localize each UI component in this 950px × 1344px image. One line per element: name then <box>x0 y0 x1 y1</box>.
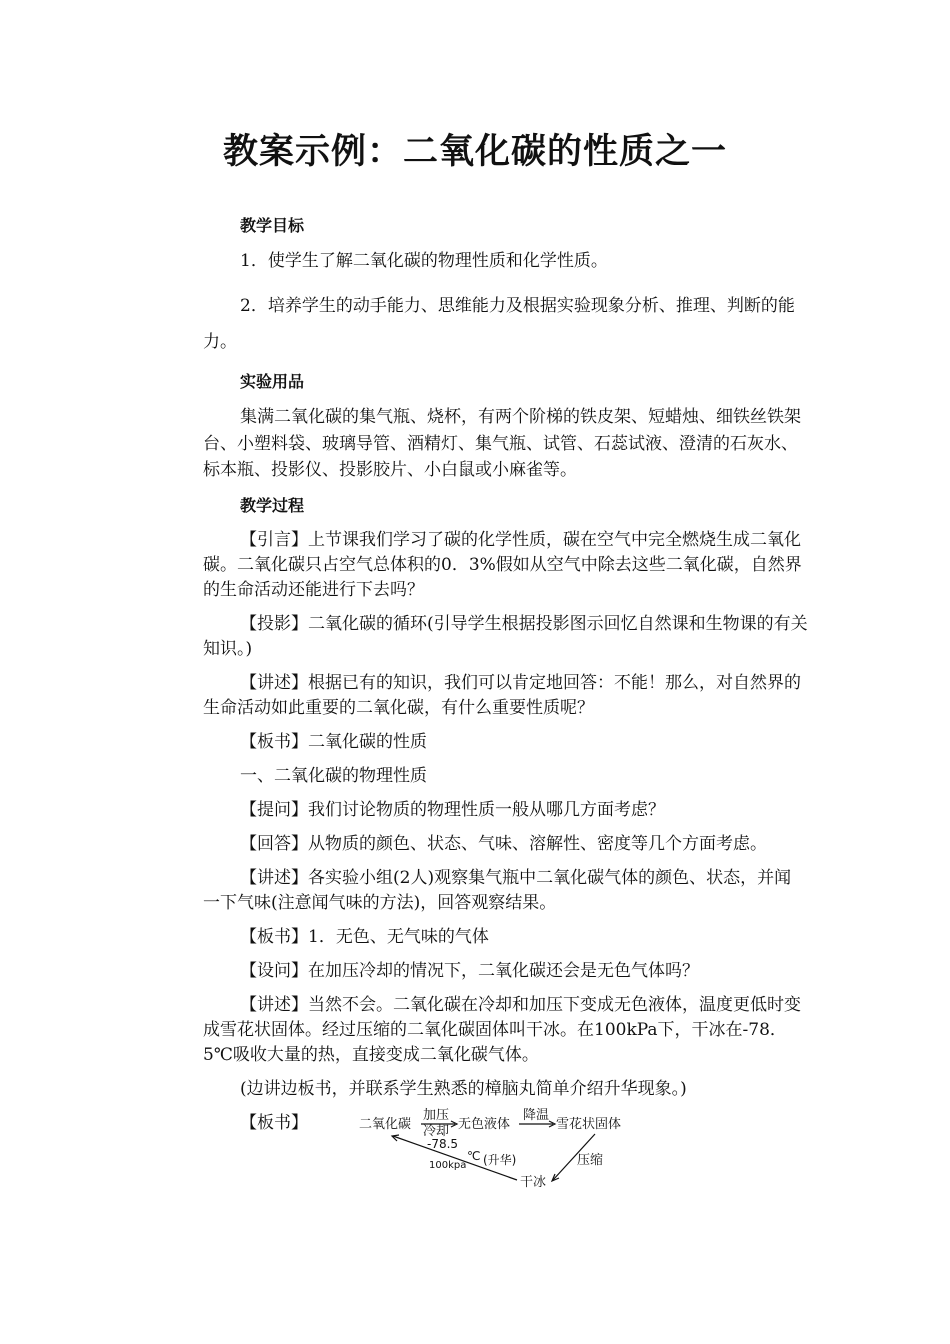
goal-1: 1．使学生了解二氧化碳的物理性质和化学性质。 <box>240 251 608 271</box>
label-sublimation: (升华) <box>483 1153 517 1167</box>
label-cool: 冷却 <box>423 1124 450 1139</box>
paragraph-projection: 【投影】二氧化碳的循环(引导学生根据投影图示回忆自然课和生物课的有关知识。) <box>203 613 808 659</box>
label-snow-solid: 雪花状固体 <box>556 1117 622 1132</box>
document-body <box>203 212 808 1136</box>
label-temperature: -78.5 <box>427 1137 459 1151</box>
paragraph-answer: 【回答】从物质的颜色、状态、气味、溶解性、密度等几个方面考虑。 <box>240 833 767 854</box>
materials-list: 集满二氧化碳的集气瓶、烧杯，有两个阶梯的铁皮架、短蜡烛、细铁丝铁架台、小塑料袋、玻璃导管、酒精灯、集气瓶、试管、石蕊试液、澄清的石灰水、标本瓶、投影仪、投影胶片、小白鼠或小麻雀等。 <box>203 407 801 480</box>
heading-teaching-goals: 教学目标 <box>240 216 305 235</box>
paragraph-question: 【提问】我们讨论物质的物理性质一般从哪几方面考虑？ <box>240 799 665 820</box>
heading-materials: 实验用品 <box>240 372 305 391</box>
label-pressure: 100kpa <box>429 1160 467 1171</box>
paragraph-board-1: 【板书】二氧化碳的性质 <box>240 731 427 752</box>
paragraph-intro: 【引言】上节课我们学习了碳的化学性质，碳在空气中完全燃烧生成二氧化碳。二氧化碳只占空气总体积的0．3%假如从空气中除去这些二氧化碳，自然界的生命活动还能进行下去吗？ <box>203 529 802 600</box>
label-compress: 压缩 <box>577 1153 604 1168</box>
label-liquid: 无色液体 <box>458 1117 511 1132</box>
co2-phase-diagram <box>355 1102 645 1194</box>
paragraph-lecture-2: 【讲述】各实验小组(2人)观察集气瓶中二氧化碳气体的颜色、状态，并闻一下气味(注意闻气味的方法)，回答观察结果。 <box>203 867 792 913</box>
paragraph-board-2: 【板书】1．无色、无气味的气体 <box>240 926 489 947</box>
paragraph-hypothetical-question: 【设问】在加压冷却的情况下，二氧化碳还会是无色气体吗？ <box>240 960 699 981</box>
label-lower-temp: 降温 <box>523 1108 550 1123</box>
paragraph-note: (边讲边板书，并联系学生熟悉的樟脑丸简单介绍升华现象。) <box>240 1078 687 1099</box>
paragraph-board-3: 【板书】 <box>240 1112 308 1133</box>
label-celsius: ℃ <box>467 1149 481 1163</box>
paragraph-lecture-3: 【讲述】当然不会。二氧化碳在冷却和加压下变成无色液体，温度更低时变成雪花状固体。经过压缩的二氧化碳固体叫干冰。在100kPa下，干冰在-78．5℃吸收大量的热，直接变成二氧化碳气体。 <box>203 994 801 1065</box>
document-title: 教案示例：二氧化碳的性质之一 <box>222 132 727 172</box>
label-pressurize: 加压 <box>423 1108 450 1123</box>
paragraph-section-1: 一、二氧化碳的物理性质 <box>240 765 427 786</box>
heading-process: 教学过程 <box>240 495 305 515</box>
goal-2: 2．培养学生的动手能力、思维能力及根据实验现象分析、推理、判断的能力。 <box>203 296 795 352</box>
paragraph-lecture-1: 【讲述】根据已有的知识，我们可以肯定地回答：不能！那么，对自然界的生命活动如此重要的二氧化碳，有什么重要性质呢？ <box>203 672 801 718</box>
label-dry-ice: 干冰 <box>520 1175 547 1190</box>
label-co2: 二氧化碳 <box>359 1117 412 1132</box>
